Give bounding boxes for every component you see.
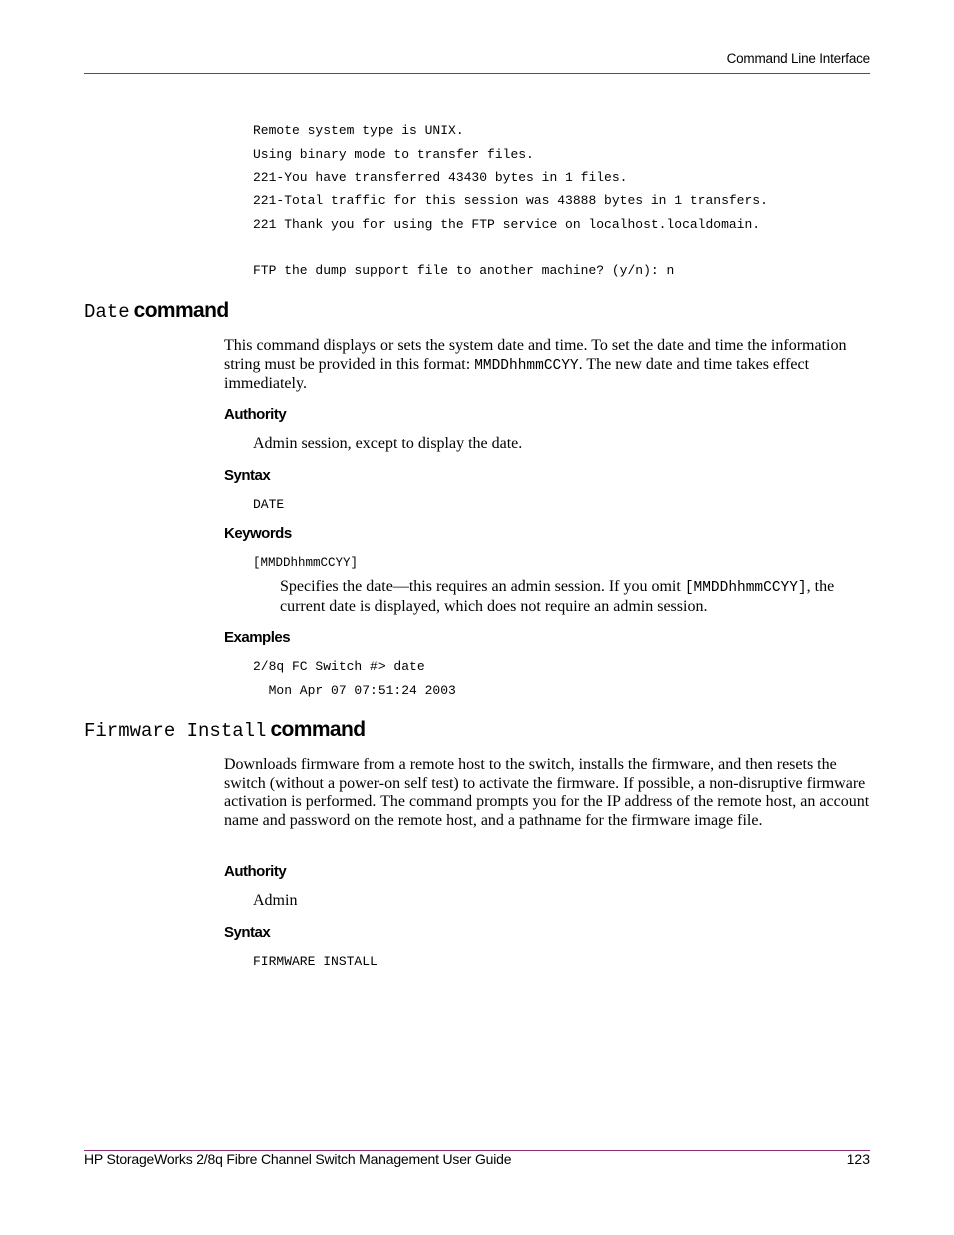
code-line: 221-Total traffic for this session was 43888 bytes in 1 transfers. (253, 193, 768, 208)
code-line: 221 Thank you for using the FTP service on localhost.localdomain. (253, 217, 761, 232)
heading-command-word: command (270, 718, 366, 741)
syntax-heading: Syntax (224, 924, 271, 941)
code-line: FTP the dump support file to another machine? (y/n): n (253, 263, 675, 278)
examples-heading: Examples (224, 629, 291, 646)
header-rule (84, 73, 870, 74)
keyword-code: [MMDDhhmmCCYY] (253, 556, 359, 570)
date-command-heading (84, 299, 229, 323)
authority-heading: Authority (224, 406, 287, 423)
code-line: Remote system type is UNIX. (253, 123, 464, 138)
syntax-heading: Syntax (224, 467, 271, 484)
format-code: MMDDhhmmCCYY (474, 357, 579, 374)
running-header: Command Line Interface (726, 51, 870, 66)
heading-command-name: Firmware Install (84, 720, 267, 742)
desc-text: , the current date is displayed, which does not require an admin session. (280, 578, 835, 615)
code-line: Using binary mode to transfer files. (253, 147, 534, 162)
desc-text: This command displays or sets the system date and time. To set the date and time the information string must be provided in this format: (224, 337, 847, 373)
authority-text: Admin (253, 892, 298, 909)
code-line: 221-You have transferred 43430 bytes in 1 files. (253, 170, 628, 185)
date-description (224, 337, 870, 394)
heading-command-word: command (133, 299, 229, 322)
desc-text: Specifies the date—this requires an admin session. If you omit (280, 578, 685, 595)
footer-guide-title: HP StorageWorks 2/8q Fibre Channel Switch Management User Guide (84, 1151, 512, 1167)
syntax-code: FIRMWARE INSTALL (253, 954, 378, 969)
keyword-description (280, 578, 870, 616)
page-number: 123 (846, 1151, 870, 1167)
example-code-line: 2/8q FC Switch #> date (253, 659, 425, 674)
keywords-heading: Keywords (224, 525, 292, 542)
heading-command-name: Date (84, 301, 130, 323)
authority-text: Admin session, except to display the date. (253, 435, 523, 452)
firmware-description: Downloads firmware from a remote host to the switch, installs the firmware, and then resets the switch (without a power-on self test) to activate the firmware. If possible, a non-disruptive firmware activation is performed. The command prompts you for the IP address of the remote host, an account name and password on the remote host, and a pathname for the firmware image file. (224, 756, 870, 830)
firmware-install-command-heading (84, 718, 365, 742)
syntax-code: DATE (253, 497, 285, 512)
example-code-line: Mon Apr 07 07:51:24 2003 (253, 683, 456, 698)
keyword-inline-code: [MMDDhhmmCCYY] (684, 580, 807, 596)
authority-heading: Authority (224, 863, 287, 880)
desc-text: . The new date and time takes effect immediately. (224, 355, 810, 393)
